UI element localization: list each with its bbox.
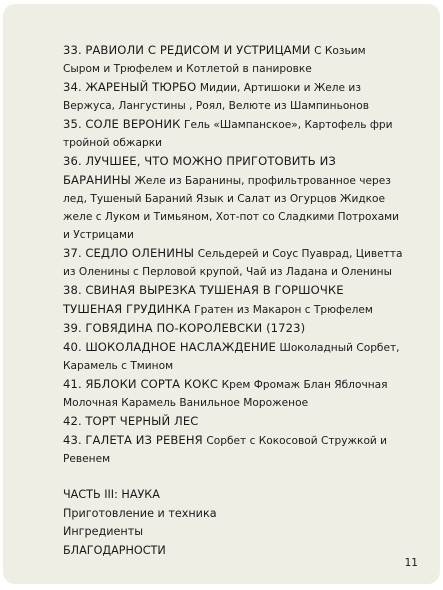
entry-number: 33.: [63, 43, 82, 57]
entry-description: Сорбет с Кокосовой Стружкой и Ревенем: [63, 435, 388, 465]
part-item: Ингредиенты: [63, 525, 144, 538]
entry-title: ГОВЯДИНА ПО-КОРОЛЕВСКИ (1723): [85, 321, 306, 335]
toc-part-section: [63, 486, 403, 560]
toc-entry: [63, 431, 403, 468]
entry-description: Сельдерей и Соус Пуаврад, Циветта из Оленины с Перловой крупой, Чай из Ладана и Оленины: [63, 248, 403, 278]
entry-number: 40.: [63, 340, 82, 354]
entry-title: СВИНАЯ ВЫРЕЗКА ТУШЕНАЯ В ГОРШОЧКЕ ТУШЕНАЯ ГРУДИНКА: [63, 283, 344, 316]
toc-entries: [63, 41, 403, 468]
entry-number: 37.: [63, 246, 82, 260]
toc-entry: [63, 338, 403, 375]
entry-description: Крем Фромаж Блан Яблочная Молочная Карамель Ванильное Мороженое: [63, 379, 388, 409]
entry-number: 35.: [63, 117, 82, 131]
toc-entry: [63, 78, 403, 115]
entry-number: 39.: [63, 321, 82, 335]
entry-title: ЯБЛОКИ СОРТА КОКС: [85, 377, 219, 391]
entry-number: 34.: [63, 80, 82, 94]
toc-entry: [63, 244, 403, 281]
entry-title: ШОКОЛАДНОЕ НАСЛАЖДЕНИЕ: [85, 340, 276, 354]
entry-number: 41.: [63, 377, 82, 391]
page-number: 11: [404, 557, 418, 569]
entry-number: 43.: [63, 433, 82, 447]
toc-entry: [63, 319, 403, 338]
part-item: БЛАГОДАРНОСТИ: [63, 543, 166, 557]
toc-entry: [63, 375, 403, 412]
toc-entry: [63, 152, 403, 244]
entry-title: РАВИОЛИ С РЕДИСОМ И УСТРИЦАМИ: [85, 43, 311, 57]
entry-description: Гель «Шампанское», Картофель фри тройной обжарки: [63, 119, 393, 149]
part-item: Приготовление и техника: [63, 506, 217, 520]
entry-description: Шоколадный Сорбет, Карамель с Тмином: [63, 342, 400, 372]
entry-description: Желе из Баранины, профильтрованное через лед, Тушеный Бараний Язык и Салат из Огурцов Жидкое желе с Луком и Тимьяном, Хот-пот со Сладкими Потрохами и Устрицами: [63, 175, 400, 241]
entry-number: 38.: [63, 283, 82, 297]
entry-number: 42.: [63, 414, 82, 428]
entry-title: СОЛЕ ВЕРОНИК: [85, 117, 181, 131]
toc-content: [63, 41, 403, 560]
entry-number: 36.: [63, 154, 82, 168]
book-page: [3, 4, 440, 584]
toc-entry: [63, 41, 403, 78]
entry-description: С Козьим Сыром и Трюфелем и Котлетой в панировке: [63, 45, 366, 75]
entry-title: ЖАРЕНЫЙ ТЮРБО: [85, 80, 197, 94]
entry-description: Мидии, Артишоки и Желе из Вержуса, Лангустины , Роял, Велюте из Шампиньонов: [63, 82, 369, 112]
toc-entry: [63, 281, 403, 319]
entry-title: ТОРТ ЧЕРНЫЙ ЛЕС: [85, 414, 199, 428]
part-heading: ЧАСТЬ III: НАУКА: [63, 488, 160, 501]
entry-title: СЕДЛО ОЛЕНИНЫ: [85, 246, 195, 260]
toc-entry: [63, 412, 403, 431]
entry-description: Гратен из Макарон с Трюфелем: [194, 304, 373, 316]
entry-title: ЛУЧШЕЕ, ЧТО МОЖНО ПРИГОТОВИТЬ ИЗ БАРАНИНЫ: [63, 154, 336, 187]
entry-title: ГАЛЕТА ИЗ РЕВЕНЯ: [85, 433, 203, 447]
toc-entry: [63, 115, 403, 152]
